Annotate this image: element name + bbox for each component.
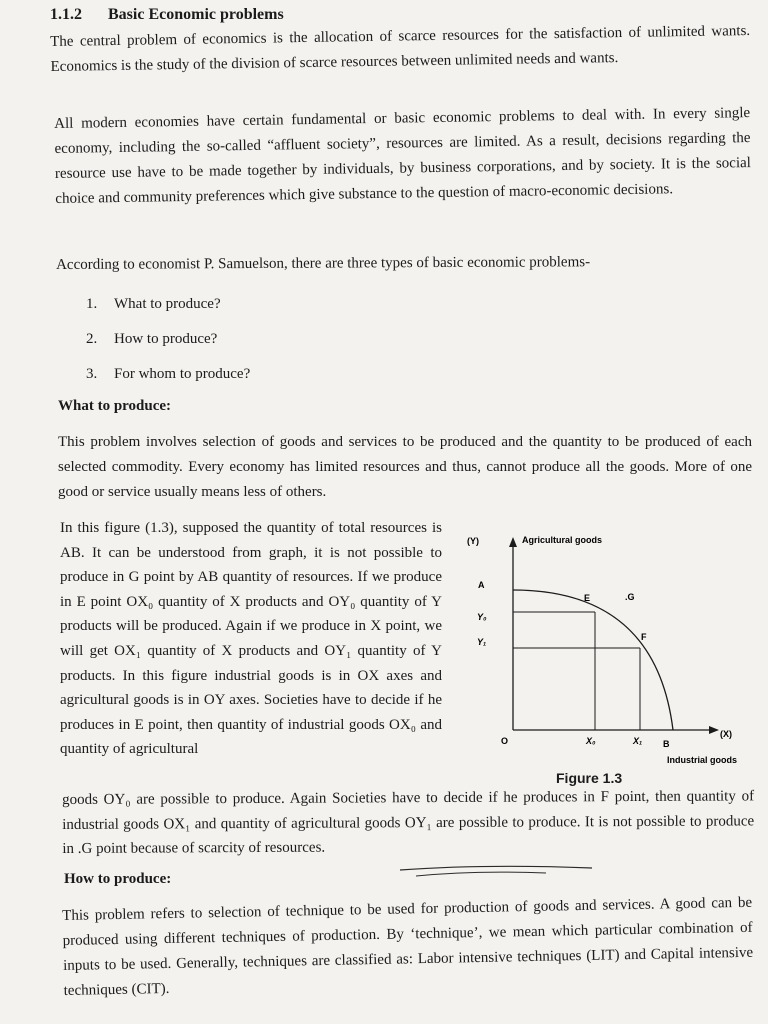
section-title: Basic Economic problems bbox=[108, 6, 284, 23]
paragraph-samuelson bbox=[56, 249, 746, 278]
label-A: A bbox=[478, 580, 485, 590]
problem-list bbox=[86, 292, 250, 397]
label-Y0: Y₀ bbox=[477, 612, 487, 622]
x-axis-tag: (X) bbox=[720, 729, 732, 739]
x-axis-arrow bbox=[709, 726, 719, 734]
paragraph-figure-explanation bbox=[60, 516, 442, 762]
label-G: .G bbox=[625, 592, 635, 602]
x-axis-label: Industrial goods bbox=[667, 755, 738, 765]
section-number: 1.1.2 bbox=[50, 6, 82, 23]
paragraph-intro bbox=[50, 19, 751, 80]
label-origin: O bbox=[501, 736, 509, 746]
ppf-figure bbox=[465, 525, 755, 795]
paragraph-figure-continued bbox=[62, 784, 754, 861]
subheading-what-to-produce: What to produce: bbox=[58, 398, 172, 414]
list-item: 2. How to produce? bbox=[86, 331, 218, 347]
figure-caption: Figure 1.3 bbox=[556, 770, 623, 786]
paragraph-text: goods OY₀ are possible to produce. Again Societies have to decide if he produces in F point, then quantity of industrial goods OX₁ and quantity of agricultural goods OY₁ are possible to produce. It is not possible to produce in .G point because of scarcity of resources. bbox=[62, 788, 755, 858]
y-axis-label: Agricultural goods bbox=[522, 535, 603, 545]
label-B: B bbox=[663, 739, 670, 749]
list-item: 3. For whom to produce? bbox=[86, 366, 251, 382]
paragraph-text: All modern economies have certain fundamental or basic economic problems to deal with. In every single economy, including the so-called “affluent society”, resources are limited. As a result, decisions regarding the resource use have to be made together by individuals, by business corporations, and by society. It is the social choice and community preferences which give substance to the question of macro-economic decisions. bbox=[54, 105, 752, 207]
paragraph-text: In this figure (1.3), supposed the quantity of total resources is AB. It can be understood from graph, it is not possible to produce in G point by AB quantity of resources. If we produce in E point OX₀ quantity of X products and OY₀ quantity of Y products will be produced. Again if we produce in X point, we will get OX₁ quantity of X products and OY₁ quantity of Y products. In this figure industrial goods is in OX axes and agricultural goods is in OY axes. Societies have to decide if he produces in E point, then quantity of industrial goods OX₀ and quantity of agricultural bbox=[60, 520, 442, 758]
label-X1: X₁ bbox=[633, 736, 643, 746]
paragraph-text: The central problem of economics is the allocation of scarce resources for the satisfaction of unlimited wants. Economics is the study of the division of scarce resources between unlimited needs and wants. bbox=[50, 23, 751, 75]
y-axis-tag: (Y) bbox=[467, 536, 479, 546]
label-F: F bbox=[641, 632, 647, 642]
paragraph-text: This problem refers to selection of technique to be used for production of goods and services. A good can be produced using different techniques of production. By ‘technique’, we mean which particular combination of inputs to be used. Generally, techniques are classified as: Labor intensive techniques (LIT) and Capital intensive techniques (CIT). bbox=[62, 894, 754, 999]
paragraph-text: According to economist P. Samuelson, there are three types of basic economic problems- bbox=[56, 254, 591, 273]
ppf-diagram bbox=[465, 525, 755, 770]
subheading-how-to-produce: How to produce: bbox=[64, 871, 172, 887]
handwritten-underline bbox=[396, 862, 596, 884]
paragraph-modern-economies bbox=[54, 101, 751, 212]
y-axis-arrow bbox=[509, 537, 517, 547]
ppf-curve bbox=[513, 590, 673, 730]
label-E: E bbox=[584, 593, 591, 603]
list-item: 1. What to produce? bbox=[86, 296, 221, 312]
section-heading bbox=[50, 6, 284, 24]
paragraph-how-to-produce bbox=[62, 891, 754, 1004]
label-Y1: Y₁ bbox=[477, 637, 487, 647]
label-X0: X₀ bbox=[586, 736, 596, 746]
paragraph-what-to-produce bbox=[58, 430, 752, 505]
paragraph-text: This problem involves selection of goods and services to be produced and the quantity to be produced of each selected commodity. Every economy has limited resources and thus, cannot produce all the goods. More of one good or service usually means less of others. bbox=[58, 434, 752, 500]
